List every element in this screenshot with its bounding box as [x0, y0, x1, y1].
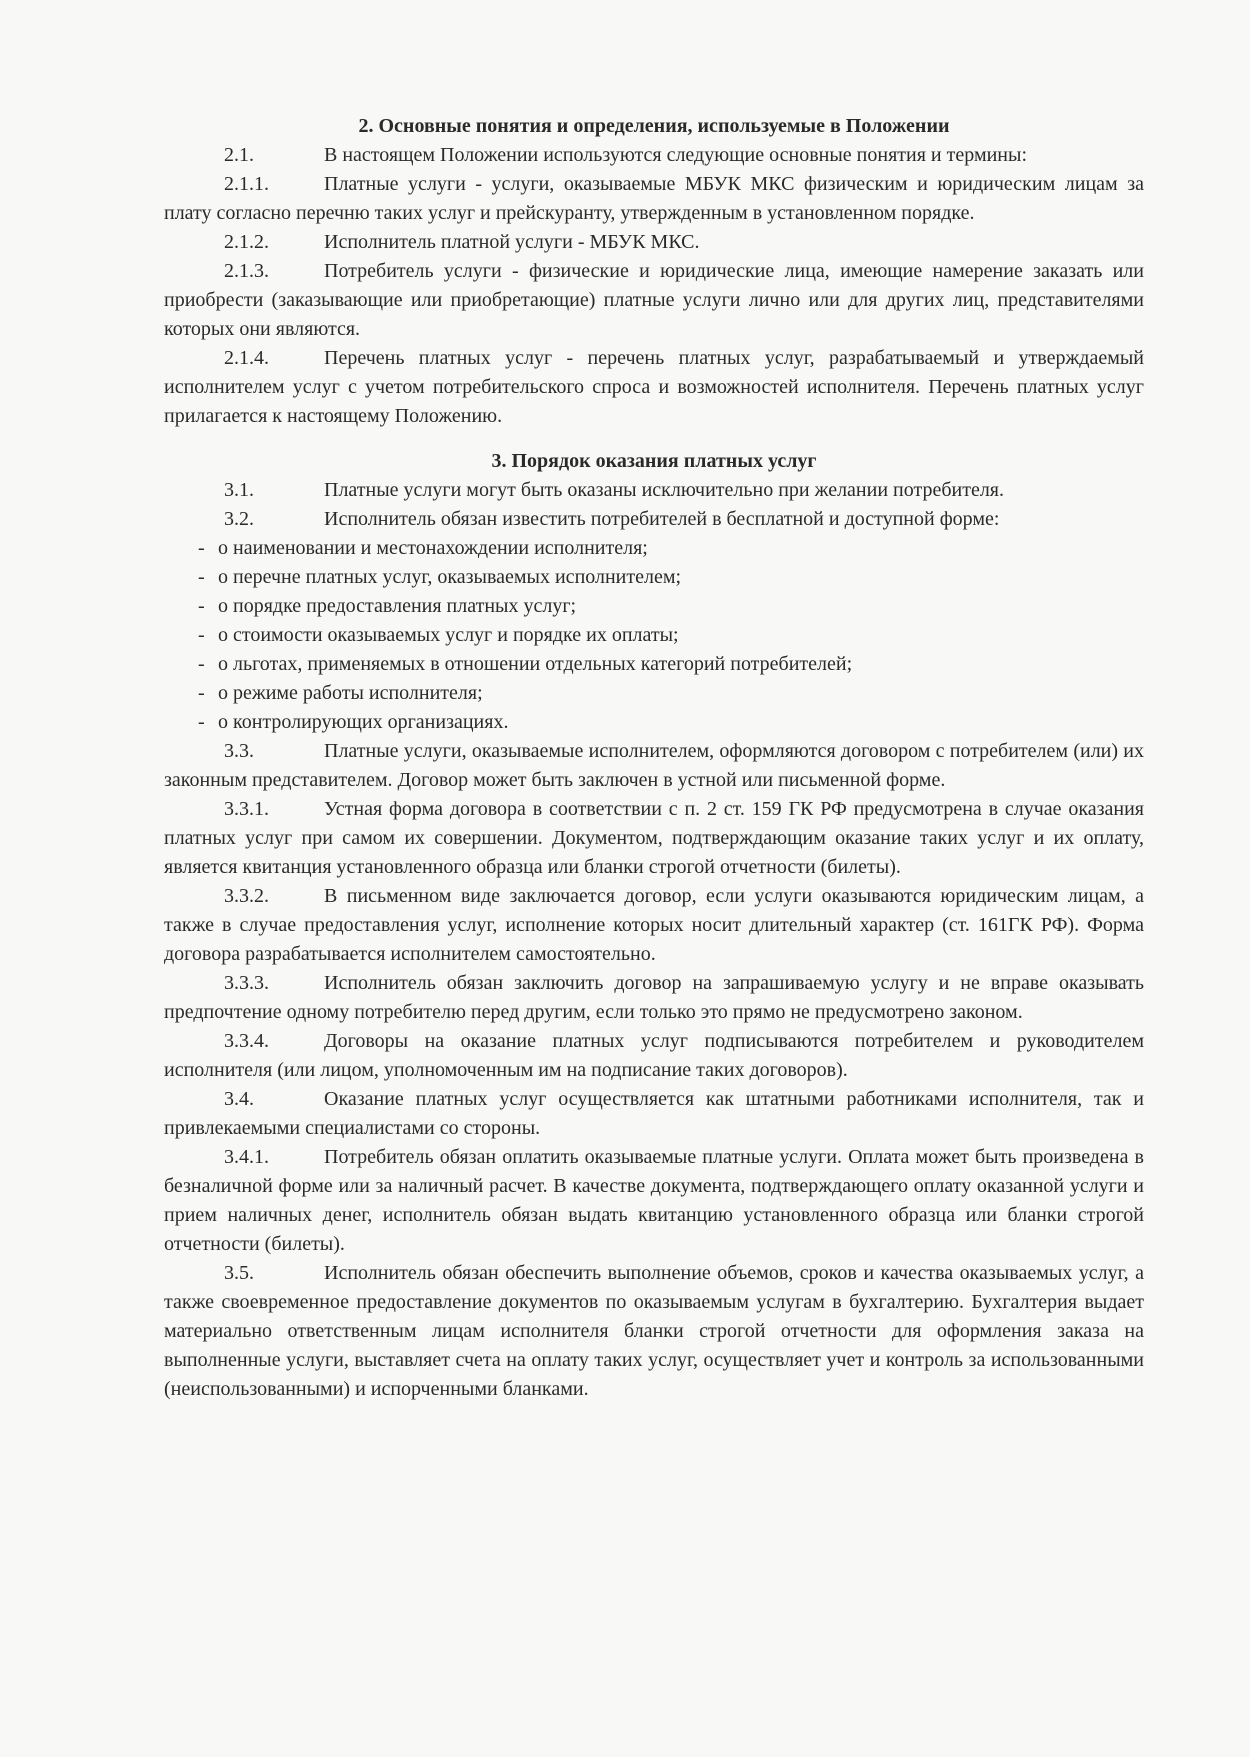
list-item-text: о наименовании и местонахождении исполнителя; — [218, 537, 648, 559]
clause-text: Оказание платных услуг осуществляется как штатными работниками исполнителя, так и привлекаемыми специалистами со стороны. — [164, 1088, 1144, 1139]
clause-number: 3.3.1. — [224, 798, 269, 820]
clause-2-1-2 — [164, 228, 1144, 257]
clause-3-3-3 — [164, 969, 1144, 1027]
clause-2-1-3 — [164, 257, 1144, 344]
list-item — [164, 650, 1144, 679]
dash-marker: - — [198, 537, 205, 559]
clause-3-1 — [164, 476, 1144, 505]
clause-number: 2.1.4. — [224, 347, 269, 369]
dash-marker: - — [198, 711, 205, 733]
dash-marker: - — [198, 682, 205, 704]
clause-text: Платные услуги - услуги, оказываемые МБУК МКС физическим и юридическим лицам за плату согласно перечню таких услуг и прейскуранту, утвержденным в установленном порядке. — [164, 173, 1144, 224]
clause-text: В письменном виде заключается договор, если услуги оказываются юридическим лицам, а также в случае предоставления услуг, исполнение которых носит длительный характер (ст. 161ГК РФ). Форма договора разрабатывается исполнителем самостоятельно. — [164, 885, 1144, 965]
clause-3-5 — [164, 1259, 1144, 1404]
dash-marker: - — [198, 653, 205, 675]
clause-number: 3.3. — [224, 740, 254, 762]
list-item-text: о режиме работы исполнителя; — [218, 682, 483, 704]
clause-text: Платные услуги, оказываемые исполнителем, оформляются договором с потребителем (или) их законным представителем. Договор может быть заключен в устной или письменной форме. — [164, 740, 1144, 791]
clause-3-3-1 — [164, 795, 1144, 882]
list-item — [164, 621, 1144, 650]
clause-text: Устная форма договора в соответствии с п. 2 ст. 159 ГК РФ предусмотрена в случае оказания платных услуг при самом их совершении. Документом, подтверждающим оказание таких услуг и их оплату, является квитанция установленного образца или бланки строгой отчетности (билеты). — [164, 798, 1144, 878]
clause-number: 3.2. — [224, 508, 254, 530]
clause-3-2 — [164, 505, 1144, 534]
clause-2-1 — [164, 141, 1144, 170]
section-3-heading: 3. Порядок оказания платных услуг — [491, 450, 817, 472]
list-item — [164, 563, 1144, 592]
clause-3-3 — [164, 737, 1144, 795]
clause-3-3-2 — [164, 882, 1144, 969]
list-item-text: о перечне платных услуг, оказываемых исполнителем; — [218, 566, 682, 588]
document-body — [164, 112, 1144, 1404]
clause-number: 3.1. — [224, 479, 254, 501]
clause-text: Исполнитель платной услуги - МБУК МКС. — [324, 231, 700, 253]
list-item — [164, 534, 1144, 563]
list-item-text: о льготах, применяемых в отношении отдельных категорий потребителей; — [218, 653, 853, 675]
clause-number: 2.1.1. — [224, 173, 269, 195]
dash-marker: - — [198, 624, 205, 646]
clause-3-4-1 — [164, 1143, 1144, 1259]
clause-text: Исполнитель обязан обеспечить выполнение объемов, сроков и качества оказываемых услуг, а также своевременное предоставление документов по оказываемым услугам в бухгалтерию. Бухгалтерия выдает материально ответственным лицам исполнителя бланки строгой отчетности для оформления заказа на выполненные услуги, выставляет счета на оплату таких услуг, осуществляет учет и контроль за использованными (неиспользованными) и испорченными бланками. — [164, 1262, 1144, 1400]
clause-2-1-1 — [164, 170, 1144, 228]
clause-number: 2.1.2. — [224, 231, 269, 253]
clause-number: 3.5. — [224, 1262, 254, 1284]
clause-text: Потребитель услуги - физические и юридические лица, имеющие намерение заказать или приобрести (заказывающие или приобретающие) платные услуги лично или для других лиц, представителями которых они являются. — [164, 260, 1144, 340]
clause-3-4 — [164, 1085, 1144, 1143]
clause-text: Исполнитель обязан известить потребителей в бесплатной и доступной форме: — [324, 508, 1000, 530]
list-item-text: о порядке предоставления платных услуг; — [218, 595, 577, 617]
clause-number: 3.4.1. — [224, 1146, 269, 1168]
list-item — [164, 708, 1144, 737]
clause-number: 2.1.3. — [224, 260, 269, 282]
clause-3-3-4 — [164, 1027, 1144, 1085]
list-item-text: о контролирующих организациях. — [218, 711, 509, 733]
dash-marker: - — [198, 566, 205, 588]
list-item-text: о стоимости оказываемых услуг и порядке их оплаты; — [218, 624, 679, 646]
clause-number: 3.3.3. — [224, 972, 269, 994]
clause-number: 2.1. — [224, 144, 254, 166]
clause-text: Исполнитель обязан заключить договор на запрашиваемую услугу и не вправе оказывать предпочтение одному потребителю перед другим, если только это прямо не предусмотрено законом. — [164, 972, 1144, 1023]
clause-text: В настоящем Положении используются следующие основные понятия и термины: — [324, 144, 1027, 166]
clause-number: 3.3.4. — [224, 1030, 269, 1052]
clause-2-1-4 — [164, 344, 1144, 431]
clause-number: 3.4. — [224, 1088, 254, 1110]
clause-text: Потребитель обязан оплатить оказываемые платные услуги. Оплата может быть произведена в безналичной форме или за наличный расчет. В качестве документа, подтверждающего оплату оказанной услуги и прием наличных денег, исполнитель обязан выдать квитанцию установленного образца или бланки строгой отчетности (билеты). — [164, 1146, 1144, 1255]
clause-text: Договоры на оказание платных услуг подписываются потребителем и руководителем исполнителя (или лицом, уполномоченным им на подписание таких договоров). — [164, 1030, 1144, 1081]
dash-marker: - — [198, 595, 205, 617]
list-item — [164, 592, 1144, 621]
clause-text: Перечень платных услуг - перечень платных услуг, разрабатываемый и утверждаемый исполнителем услуг с учетом потребительского спроса и возможностей исполнителя. Перечень платных услуг прилагается к настоящему Положению. — [164, 347, 1144, 427]
clause-number: 3.3.2. — [224, 885, 269, 907]
section-2-heading: 2. Основные понятия и определения, используемые в Положении — [358, 115, 950, 137]
clause-text: Платные услуги могут быть оказаны исключительно при желании потребителя. — [324, 479, 1005, 501]
list-item — [164, 679, 1144, 708]
